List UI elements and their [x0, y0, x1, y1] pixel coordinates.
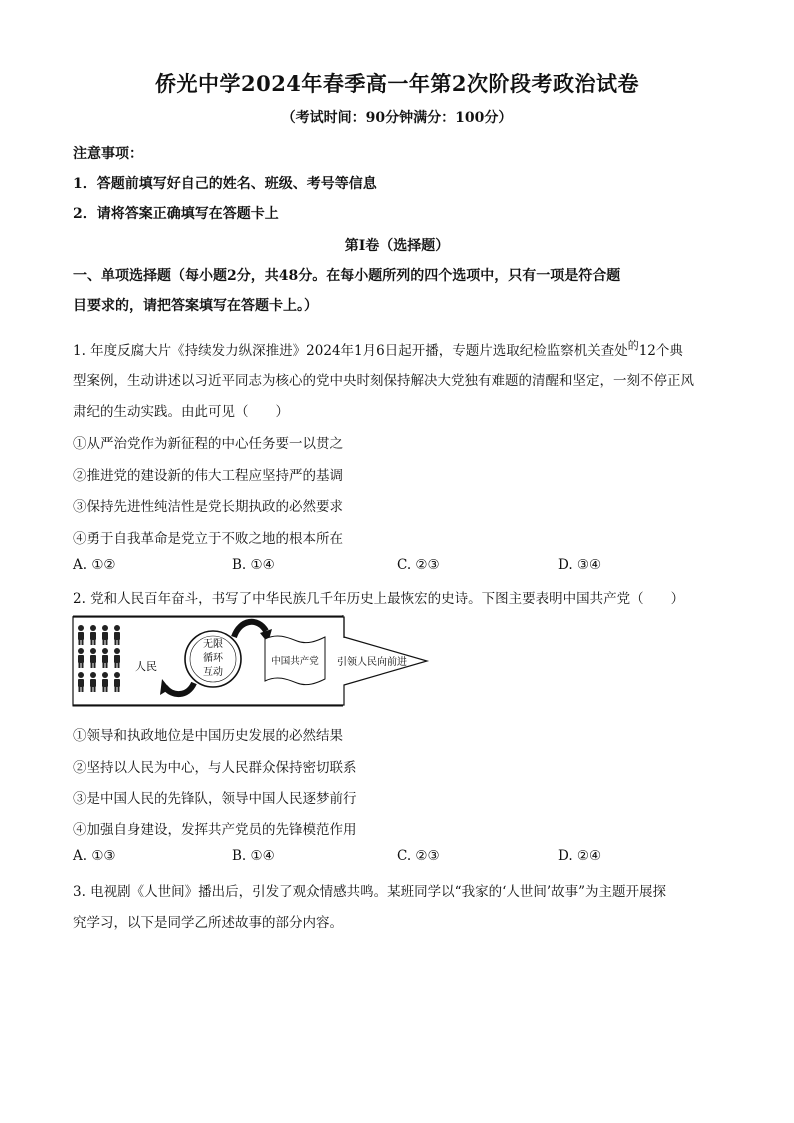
q2-option-c[interactable]: C. ②③: [397, 848, 440, 864]
people-icon: [78, 625, 120, 692]
q1-superscript: 的: [627, 339, 639, 352]
q1-statement-3: ③保持先进性纯洁性是党长期执政的必然要求: [73, 499, 343, 515]
q1-option-d[interactable]: D. ③④: [558, 557, 602, 573]
q3-line-2: 究学习，以下是同学乙所述故事的部分内容。: [73, 915, 343, 931]
q1-option-b[interactable]: B. ①④: [232, 557, 275, 573]
q1-line-3: 肃纪的生动实践。由此可见（ ）: [73, 404, 289, 420]
diagram-people-label: 人民: [135, 661, 157, 673]
party-people-diagram: [72, 615, 432, 707]
q1-option-c[interactable]: C. ②③: [397, 557, 440, 573]
notes-heading: 注意事项：: [73, 146, 143, 162]
q1-option-a[interactable]: A. ①②: [73, 557, 116, 573]
q2-statement-2: ②坚持以人民为中心，与人民群众保持密切联系: [73, 760, 357, 776]
q2-option-a[interactable]: A. ①③: [73, 848, 116, 864]
circle-line-2: 循环: [203, 653, 223, 664]
exam-subtitle: （考试时间：90分钟满分：100分）: [281, 110, 513, 126]
section-instruction-2: 目要求的，请把答案填写在答题卡上。）: [73, 298, 318, 314]
arrow-label: 引领人民向前进: [337, 657, 407, 668]
section-instruction-1: 一、单项选择题（每小题2分，共48分。在每小题所列的四个选项中，只有一项是符合题: [73, 268, 621, 284]
q1-statement-2: ②推进党的建设新的伟大工程应坚持严的基调: [73, 468, 343, 484]
banner-label: 中国共产党: [271, 657, 319, 667]
notes-item-1: 1．答题前填写好自己的姓名、班级、考号等信息: [73, 176, 377, 192]
exam-title: 侨光中学2024年春季高一年第2次阶段考政治试卷: [154, 71, 640, 96]
top-curved-arrow-icon: [234, 622, 266, 637]
q1-line-1: 1. 年度反腐大片《持续发力纵深推进》2024年1月6日起开播，专题片选取纪检监察机关查处$^的$12个典: [73, 339, 683, 359]
q3-line-1: 3. 电视剧《人世间》播出后，引发了观众情感共鸣。某班同学以“我家的‘人世间’故事”为主题开展探: [73, 884, 667, 900]
q1-line-2: 型案例，生动讲述以习近平同志为核心的党中央时刻保持解决大党独有难题的清醒和坚定，一刻不停正风: [73, 373, 694, 389]
q2-statement-4: ④加强自身建设，发挥共产党员的先锋模范作用: [73, 822, 357, 838]
notes-item-2: 2．请将答案正确填写在答题卡上: [73, 206, 279, 222]
section-title: 第Ⅰ卷（选择题）: [344, 238, 450, 254]
q1-statement-4: ④勇于自我革命是党立于不败之地的根本所在: [73, 531, 343, 547]
circle-line-1: 无限: [203, 639, 223, 650]
q2-statement-3: ③是中国人民的先锋队，领导中国人民逐梦前行: [73, 791, 357, 807]
q1-statement-1: ①从严治党作为新征程的中心任务要一以贯之: [73, 436, 343, 452]
q2-option-b[interactable]: B. ①④: [232, 848, 275, 864]
q2-statement-1: ①领导和执政地位是中国历史发展的必然结果: [73, 728, 343, 744]
circle-line-3: 互动: [203, 667, 223, 678]
q2-line-1: 2. 党和人民百年奋斗，书写了中华民族几千年历史上最恢宏的史诗。下图主要表明中国共产党（ ）: [73, 591, 685, 607]
q2-option-d[interactable]: D. ②④: [558, 848, 602, 864]
